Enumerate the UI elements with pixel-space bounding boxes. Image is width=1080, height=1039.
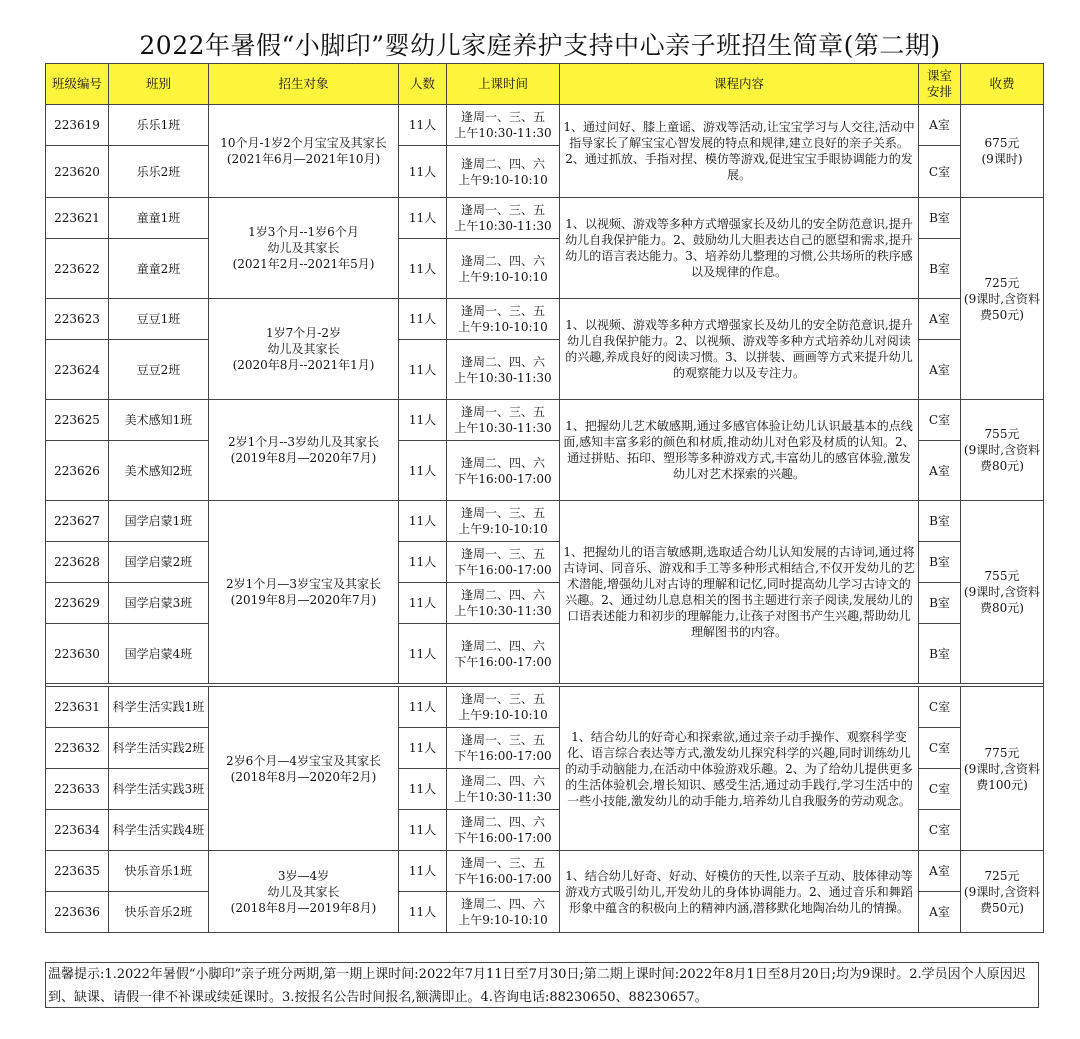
target-cell xyxy=(209,400,399,501)
time-cell-line: 下午16:00-17:00 xyxy=(454,563,552,577)
class-name-cell: 科学生活实践3班 xyxy=(109,769,209,810)
fee-cell xyxy=(961,400,1044,501)
fee-cell-line: (9课时,含资料费100元) xyxy=(963,761,1041,792)
class-name-cell: 童童1班 xyxy=(109,198,209,239)
time-cell-line: 下午16:00-17:00 xyxy=(454,471,552,486)
target-cell-line: 3岁—4岁 xyxy=(277,868,330,883)
time-cell xyxy=(447,769,560,810)
class-id-cell: 223634 xyxy=(46,810,109,851)
time-cell xyxy=(447,198,560,239)
class-name-cell: 快乐音乐2班 xyxy=(109,892,209,933)
class-id-cell: 223636 xyxy=(46,892,109,933)
header-class-id: 班级编号 xyxy=(46,64,109,105)
count-cell: 11人 xyxy=(399,851,447,892)
table-row xyxy=(46,687,1044,728)
table-row xyxy=(46,400,1044,441)
time-cell-line: 逢周二、四、六 xyxy=(460,588,545,602)
count-cell: 11人 xyxy=(399,687,447,728)
time-cell-line: 逢周二、四、六 xyxy=(460,253,545,268)
time-cell xyxy=(447,687,560,728)
room-cell: B室 xyxy=(919,583,961,624)
class-id-cell: 223620 xyxy=(46,146,109,198)
time-cell-line: 下午16:00-17:00 xyxy=(454,831,552,845)
count-cell: 11人 xyxy=(399,583,447,624)
room-cell: C室 xyxy=(919,769,961,810)
time-cell-line: 逢周二、四、六 xyxy=(460,774,545,788)
time-cell-line: 下午16:00-17:00 xyxy=(454,654,552,669)
time-cell xyxy=(447,501,560,542)
target-cell-line: 2岁1个月--3岁幼儿及其家长 xyxy=(227,435,379,449)
fee-cell-line: 675元 xyxy=(984,136,1020,150)
fee-cell-line: (9课时,含资料费50元) xyxy=(963,884,1041,915)
room-cell: A室 xyxy=(919,851,961,892)
fee-cell-line: 725元 xyxy=(984,868,1020,883)
time-cell-line: 逢周二、四、六 xyxy=(460,638,545,653)
time-cell-line: 逢周二、四、六 xyxy=(460,354,545,369)
target-cell-line: (2020年8月--2021年1月) xyxy=(232,358,375,372)
class-name-cell: 快乐音乐1班 xyxy=(109,851,209,892)
fee-cell xyxy=(961,851,1044,933)
target-cell-line: (2018年8月—2019年8月) xyxy=(230,900,377,915)
class-id-cell: 223632 xyxy=(46,728,109,769)
fee-cell-line: 755元 xyxy=(984,427,1020,441)
enrollment-table xyxy=(45,63,1044,933)
target-cell-line: 2岁1个月—3岁宝宝及其家长 xyxy=(226,577,381,591)
content-cell: 1、以视频、游戏等多种方式增强家长及幼儿的安全防范意识,提升幼儿自我保护能力。2、以视频、游戏等多种方式培养幼儿对阅读的兴趣,养成良好的阅读习惯。3、以拼装、画画等方式来提升幼儿的观察能力以及专注力。 xyxy=(560,299,919,400)
class-id-cell: 223628 xyxy=(46,542,109,583)
room-cell: C室 xyxy=(919,810,961,851)
target-cell-line: 2岁6个月—4岁宝宝及其家长 xyxy=(226,753,381,768)
target-cell xyxy=(209,851,399,933)
time-cell-line: 逢周一、三、五 xyxy=(460,405,545,419)
class-name-cell: 乐乐2班 xyxy=(109,146,209,198)
count-cell: 11人 xyxy=(399,146,447,198)
class-name-cell: 美术感知1班 xyxy=(109,400,209,441)
target-cell xyxy=(209,105,399,198)
time-cell xyxy=(447,146,560,198)
class-id-cell: 223626 xyxy=(46,441,109,501)
table-row xyxy=(46,299,1044,340)
count-cell: 11人 xyxy=(399,728,447,769)
time-cell-line: 逢周一、三、五 xyxy=(460,506,545,520)
class-id-cell: 223621 xyxy=(46,198,109,239)
time-cell xyxy=(447,624,560,684)
room-cell: C室 xyxy=(919,400,961,441)
class-name-cell: 乐乐1班 xyxy=(109,105,209,146)
count-cell: 11人 xyxy=(399,239,447,299)
target-cell-line: (2018年8月—2020年2月) xyxy=(230,769,377,784)
content-cell: 1、结合幼儿好奇、好动、好模仿的天性,以亲子互动、肢体律动等游戏方式吸引幼儿,开发幼儿的身体协调能力。2、通过音乐和舞蹈形象中蕴含的积极向上的精神内涵,潜移默化地陶冶幼儿的情操。 xyxy=(560,851,919,933)
content-cell: 1、把握幼儿艺术敏感期,通过多感官体验让幼儿认识最基本的点线面,感知丰富多彩的颜色和材质,推动幼儿对色彩及材质的认知。2、通过拼贴、拓印、塑形等多种游戏方式,丰富幼儿的感官体验,激发幼儿对艺术探索的兴趣。 xyxy=(560,400,919,501)
target-cell-line: 1岁7个月-2岁 xyxy=(266,326,341,340)
class-name-cell: 童童2班 xyxy=(109,239,209,299)
fee-cell-line: 725元 xyxy=(984,275,1020,290)
time-cell-line: 逢周一、三、五 xyxy=(460,733,545,747)
header-class-name: 班别 xyxy=(109,64,209,105)
time-cell-line: 逢周一、三、五 xyxy=(460,203,545,217)
count-cell: 11人 xyxy=(399,542,447,583)
target-cell-line: 10个月-1岁2个月宝宝及其家长(2021年6月—2021年10月) xyxy=(220,136,387,166)
target-cell-line: (2021年2月--2021年5月) xyxy=(232,257,375,271)
time-cell-line: 逢周二、四、六 xyxy=(460,815,545,829)
header-time: 上课时间 xyxy=(447,64,560,105)
time-cell-line: 逢周一、三、五 xyxy=(460,110,545,124)
class-name-cell: 科学生活实践2班 xyxy=(109,728,209,769)
room-cell: B室 xyxy=(919,542,961,583)
class-id-cell: 223627 xyxy=(46,501,109,542)
count-cell: 11人 xyxy=(399,769,447,810)
time-cell-line: 上午10:30-11:30 xyxy=(454,126,552,140)
class-id-cell: 223625 xyxy=(46,400,109,441)
fee-cell-line: (9课时) xyxy=(981,152,1023,166)
target-cell-line: 1岁3个月--1岁6个月 xyxy=(248,225,359,239)
time-cell-line: 上午10:30-11:30 xyxy=(454,219,552,233)
target-cell xyxy=(209,687,399,851)
room-cell: C室 xyxy=(919,728,961,769)
target-cell-line: 幼儿及其家长 xyxy=(267,342,340,356)
class-id-cell: 223629 xyxy=(46,583,109,624)
class-id-cell: 223630 xyxy=(46,624,109,684)
time-cell xyxy=(447,400,560,441)
time-cell-line: 上午9:10-10:10 xyxy=(458,522,548,536)
count-cell: 11人 xyxy=(399,105,447,146)
time-cell xyxy=(447,810,560,851)
class-name-cell: 国学启蒙2班 xyxy=(109,542,209,583)
table-header-row xyxy=(46,64,1044,105)
time-cell-line: 上午9:10-10:10 xyxy=(458,913,548,927)
content-cell: 1、结合幼儿的好奇心和探索欲,通过亲子动手操作、观察科学变化、语言综合表达等方式,激发幼儿探究科学的兴趣,同时训练幼儿的动手动脑能力,在活动中体验游戏乐趣。2、为了给幼儿提供更多的生活体验机会,增长知识、感受生活,通过动手践行,学习生活中的一些小技能,激发幼儿的动手能力,培养幼儿自我服务的劳动观念。 xyxy=(560,687,919,851)
header-fee: 收费 xyxy=(961,64,1044,105)
time-cell-line: 逢周一、三、五 xyxy=(460,547,545,561)
count-cell: 11人 xyxy=(399,810,447,851)
class-id-cell: 223631 xyxy=(46,687,109,728)
table-row xyxy=(46,851,1044,892)
room-cell: B室 xyxy=(919,501,961,542)
room-cell: A室 xyxy=(919,105,961,146)
count-cell: 11人 xyxy=(399,400,447,441)
target-cell-line: 幼儿及其家长 xyxy=(267,884,340,899)
time-cell-line: 上午9:10-10:10 xyxy=(458,172,548,187)
time-cell xyxy=(447,299,560,340)
fee-cell-line: 755元 xyxy=(984,569,1020,583)
count-cell: 11人 xyxy=(399,340,447,400)
time-cell-line: 逢周二、四、六 xyxy=(460,897,545,911)
time-cell xyxy=(447,583,560,624)
room-cell: A室 xyxy=(919,299,961,340)
time-cell-line: 逢周一、三、五 xyxy=(460,856,545,870)
time-cell-line: 上午10:30-11:30 xyxy=(454,370,552,385)
fee-cell-line: 775元 xyxy=(984,745,1020,760)
time-cell-line: 下午16:00-17:00 xyxy=(454,872,552,886)
time-cell xyxy=(447,851,560,892)
room-cell: A室 xyxy=(919,441,961,501)
time-cell-line: 逢周一、三、五 xyxy=(460,304,545,318)
page-title: 2022年暑假“小脚印”婴幼儿家庭养护支持中心亲子班招生简章(第二期) xyxy=(139,31,941,60)
table-row xyxy=(46,105,1044,146)
time-cell-line: 上午10:30-11:30 xyxy=(454,604,552,618)
table-row xyxy=(46,501,1044,542)
count-cell: 11人 xyxy=(399,441,447,501)
class-id-cell: 223635 xyxy=(46,851,109,892)
fee-cell-line: (9课时,含资料费50元) xyxy=(963,291,1041,322)
class-name-cell: 豆豆2班 xyxy=(109,340,209,400)
time-cell xyxy=(447,239,560,299)
room-cell: B室 xyxy=(919,198,961,239)
time-cell-line: 上午9:10-10:10 xyxy=(458,269,548,284)
class-id-cell: 223633 xyxy=(46,769,109,810)
room-cell: A室 xyxy=(919,892,961,933)
count-cell: 11人 xyxy=(399,299,447,340)
target-cell xyxy=(209,299,399,400)
time-cell-line: 上午9:10-10:10 xyxy=(458,320,548,334)
header-room: 课室安排 xyxy=(919,64,961,105)
time-cell xyxy=(447,441,560,501)
class-name-cell: 国学启蒙1班 xyxy=(109,501,209,542)
room-cell: C室 xyxy=(919,146,961,198)
room-cell: B室 xyxy=(919,239,961,299)
fee-cell xyxy=(961,198,1044,400)
class-id-cell: 223622 xyxy=(46,239,109,299)
time-cell xyxy=(447,542,560,583)
time-cell xyxy=(447,892,560,933)
room-cell: B室 xyxy=(919,624,961,684)
time-cell xyxy=(447,728,560,769)
count-cell: 11人 xyxy=(399,624,447,684)
class-name-cell: 国学启蒙3班 xyxy=(109,583,209,624)
class-name-cell: 科学生活实践1班 xyxy=(109,687,209,728)
content-cell: 1、通过问好、膝上童谣、游戏等活动,让宝宝学习与人交往,活动中指导家长了解宝宝心智发展的特点和规律,建立良好的亲子关系。2、通过抓放、手指对捏、模仿等游戏,促进宝宝手眼协调能力的发展。 xyxy=(560,105,919,198)
target-cell-line: 幼儿及其家长 xyxy=(267,241,340,255)
class-id-cell: 223624 xyxy=(46,340,109,400)
target-cell-line: (2019年8月—2020年7月) xyxy=(230,451,377,465)
time-cell-line: 逢周二、四、六 xyxy=(460,455,545,470)
time-cell-line: 逢周一、三、五 xyxy=(460,692,545,706)
time-cell-line: 上午10:30-11:30 xyxy=(454,421,552,435)
content-cell: 1、以视频、游戏等多种方式增强家长及幼儿的安全防范意识,提升幼儿自我保护能力。2、鼓励幼儿大胆表达自己的愿望和需求,提升幼儿的语言表达能力。3、培养幼儿整理的习惯,公共场所的秩序感以及规律的作息。 xyxy=(560,198,919,299)
class-name-cell: 国学启蒙4班 xyxy=(109,624,209,684)
time-cell xyxy=(447,340,560,400)
class-name-cell: 美术感知2班 xyxy=(109,441,209,501)
room-cell: A室 xyxy=(919,340,961,400)
count-cell: 11人 xyxy=(399,198,447,239)
time-cell-line: 逢周二、四、六 xyxy=(460,156,545,171)
header-target: 招生对象 xyxy=(209,64,399,105)
class-name-cell: 豆豆1班 xyxy=(109,299,209,340)
target-cell-line: (2019年8月—2020年7月) xyxy=(230,593,377,607)
fee-cell-line: (9课时,含资料费80元) xyxy=(963,443,1041,473)
header-count: 人数 xyxy=(399,64,447,105)
fee-cell xyxy=(961,105,1044,198)
class-id-cell: 223623 xyxy=(46,299,109,340)
time-cell-line: 下午16:00-17:00 xyxy=(454,749,552,763)
fee-cell xyxy=(961,501,1044,684)
fee-cell xyxy=(961,687,1044,851)
class-id-cell: 223619 xyxy=(46,105,109,146)
room-cell: C室 xyxy=(919,687,961,728)
table-row xyxy=(46,198,1044,239)
fee-cell-line: (9课时,含资料费80元) xyxy=(963,585,1041,615)
target-cell xyxy=(209,198,399,299)
time-cell xyxy=(447,105,560,146)
class-name-cell: 科学生活实践4班 xyxy=(109,810,209,851)
content-cell: 1、把握幼儿的语言敏感期,选取适合幼儿认知发展的古诗词,通过将古诗词、同音乐、游戏和手工等多种形式相结合,不仅开发幼儿的艺术潜能,增强幼儿对古诗的理解和记忆,同时提高幼儿学习古诗文的兴趣。2、通过幼儿息息相关的图书主题进行亲子阅读,发展幼儿的口语表述能力和初步的理解能力,让孩子对图书产生兴趣,帮助幼儿理解图书的内容。 xyxy=(560,501,919,684)
target-cell xyxy=(209,501,399,684)
time-cell-line: 上午9:10-10:10 xyxy=(458,708,548,722)
time-cell-line: 上午10:30-11:30 xyxy=(454,790,552,804)
count-cell: 11人 xyxy=(399,892,447,933)
count-cell: 11人 xyxy=(399,501,447,542)
footer-notice: 温馨提示:1.2022年暑假“小脚印”亲子班分两期,第一期上课时间:2022年7月11日至7月30日;第二期上课时间:2022年8月1日至8月20日;均为9课时。2.学员因个人原因迟到、缺课、请假一律不补课或续延课时。3.按报名公告时间报名,额满即止。4.咨询电话:88230650、88230657。 xyxy=(45,962,1039,1008)
header-content: 课程内容 xyxy=(560,64,919,105)
